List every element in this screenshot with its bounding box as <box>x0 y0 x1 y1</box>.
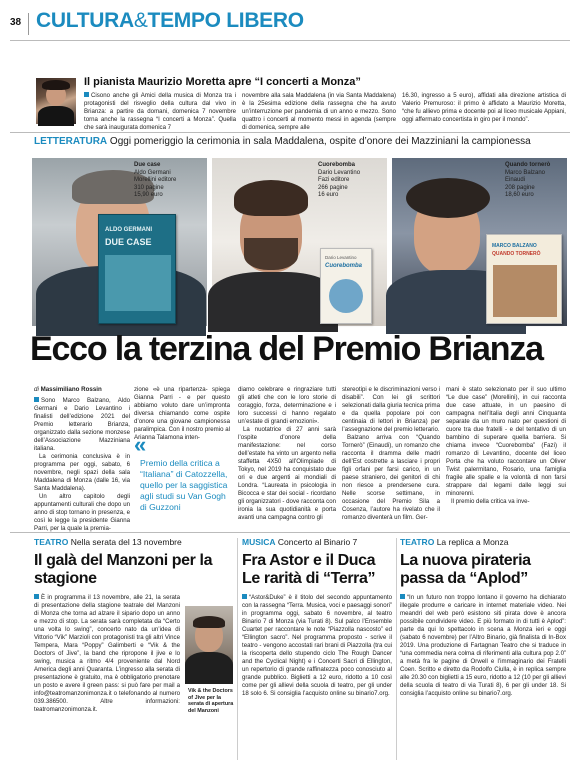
book-levantino-price: 16 euro <box>318 192 339 198</box>
main-headline: Ecco la terzina del Premio Brianza <box>30 330 543 368</box>
header-rule <box>10 40 570 41</box>
book-levantino-publisher: Fazi editore <box>318 177 350 183</box>
vik-photo <box>185 606 233 684</box>
teatro-kicker-text: Nella serata del 13 novembre <box>70 537 182 547</box>
bottom-rule <box>10 532 570 533</box>
book-germani-price: 15,90 euro <box>134 192 163 198</box>
top-article-col1: Cisono anche gli Amici della musica di Monza tra i protagonisti del risveglio della cultura dal vivo in Brianza: a partire da domani, domenica 7 novembre torna anche la rassegna “I concerti a Monza”. Quella che sarà inaugurata domenica 7 <box>84 92 236 131</box>
byline-author: Massimiliano Rossin <box>40 386 102 393</box>
teatro-body: È in programma il 13 novembre, alle 21, la serata di presentazione della stagione teatrale del Manzoni di Monza che torna ad alzare il sipario dopo un anno e mezzo di stop. La serata sarà completata da “Certo una volta lo swing”, concerto nato da un’idea di Vittorio “Vik” Marzioli con protagonisti tra gli altri Vince Tempera, Mara “Poppy” Galimberti e “Vik & the Doctors of Jive”, la band che ripropone il jive e lo swing, musica a ritmo 4/4 proveniente dal Nord America degli anni Quaranta. L’ingresso alla serata di presentazione è gratuito, ma è obbligatorio prenotare un posto e avere il green pass: si può fare per mail a info@teatromanzonimonza.it o telefonando al numero 039.386500. Altre informazioni: teatromanzonimonza.it. <box>34 594 180 713</box>
page-header <box>10 8 570 38</box>
musica-kicker-label: MUSICA <box>242 537 276 547</box>
book-levantino-author: Dario Levantino <box>318 169 361 176</box>
book-balzano-author: Marco Balzano <box>505 169 546 176</box>
paragraph-marker <box>400 594 405 599</box>
book-balzano-cover-title: QUANDO TORNERÒ <box>492 251 541 257</box>
main-col4: stereotipi e le discriminazioni verso i disabili”. Con lei gli scrittori selezionati dalla giuria tecnica prima e da quella popolare poi con centinaia di lettori in Brianza) per l’assegnazione del premio letterario. Balzano arriva con “Quando Tornerò” (Einaudi), un romanzo che racconta il dramma delle madri dell’Est costrette a lasciare i propri figli orfani per farsi carico, in un paese straniero, dei genitori di chi non riesce a prendersene cura. Nelle scorse settimane, in occasione del Premio Sila a Cosenza, l’autore ha rivelato che il romanzo diventerà un film. Ger- <box>342 386 440 521</box>
quote-text: Premio della critica a “Italiana” di Catozzella, quello per la saggistica agli studi su Van Gogh di Guzzoni <box>140 458 228 512</box>
book-germani-cover-title: DUE CASE <box>105 237 152 247</box>
section-title <box>36 9 304 33</box>
aplod-kicker <box>400 537 566 547</box>
main-col2-top: zione «è una ripartenza- spiega Gianna Parri - e per questo abbiamo voluto dare un’impronta diversa chiamando come ospite d’onore una giovane campionessa paralimpica. Con il nostro premio al Arianna Talamona inten- <box>134 386 230 441</box>
musica-kicker-text: Concerto al Binario 7 <box>277 537 358 547</box>
top-article-col2: novembre alla sala Maddalena (in via Santa Maddalena) è la 25esima edizione della rassegna che ha avuto un’interruzione per pandemia di un anno e mezzo. Sono quattro i concerti al momento messi in agenda (sempre di domenica, sempre alle <box>242 92 396 131</box>
book-germani-cover <box>98 214 176 324</box>
book-balzano-publisher: Einaudi <box>505 177 526 183</box>
book-germani-cover-author: ALDO GERMANI <box>105 227 152 233</box>
book-balzano-cover-author: MARCO BALZANO <box>492 243 537 249</box>
byline <box>34 386 134 393</box>
paragraph-marker <box>242 594 247 599</box>
book-levantino-info <box>318 162 384 200</box>
book-balzano-price: 18,60 euro <box>505 192 534 198</box>
aplod-kicker-label: TEATRO <box>400 537 435 547</box>
aplod-body: “In un futuro non troppo lontano il governo ha dichiarato illegale produrre e caricare in internet materiale video. Nei meandri del web però esistono siti pirata dove è ancora possibile condividere video. E più formato in di tutti è Aplod”: parte da qui lo spettacolo in scena a Monza ieri e oggi (sabato 6 novembre) per l’Altro Binario, già finalista di In-Box 2019. Una produzione di Fartagnan Teatro che si traduce in “una commedia nera colma di riferimenti alla cultura pop 2.0” a metà fra le pagine di Orwell e l’immaginario dei Fratelli Coen. Scritto e diretto da Rodolfo Ciulla, è in replica sempre alle 20.30 con biglietti a 15 euro, ridotto a 12 (10 per gli allievi della scuola di teatro di via Turati 8), 6 per gli under 18. Si consiglia l’acquisto online su binario7.org. <box>400 594 566 697</box>
book-germani-author: Aldo Germani <box>134 169 171 176</box>
header-divider <box>28 13 29 35</box>
book-levantino-cover-author: Dario Levantino <box>325 255 357 260</box>
book-balzano-info <box>505 162 565 200</box>
main-kicker <box>34 136 566 147</box>
book-levantino-cover <box>320 248 372 324</box>
book-levantino-cover-title: Cuorebomba <box>325 263 363 269</box>
musica-headline: Fra Astor e il Duca Le rarità di “Terra” <box>242 552 376 587</box>
section-title-part2: TEMPO LIBERO <box>147 9 304 32</box>
teatro-kicker-label: TEATRO <box>34 537 69 547</box>
teatro-kicker <box>34 537 224 547</box>
book-germani-title: Due case <box>134 162 161 168</box>
section-title-part1: CULTURA <box>36 9 134 32</box>
paragraph-marker <box>84 92 89 97</box>
section-title-amp: & <box>133 9 148 32</box>
byline-prefix: di <box>34 386 39 393</box>
paragraph-marker <box>34 594 39 599</box>
main-col3: diamo celebrare e ringraziare tutti gli atleti che con le loro storie di coraggio, forza, determinazione e i loro successi ci hanno regalato un’estate di grandi emozioni». La nuotatrice di 27 anni sarà l’ospite d’onore della manifestazione: nel corso dell’estate ha vinto un argento nella staffetta 4X50 all’Olimpiade di Tokyo, nel 2019 ha conquistato due ori e due argenti ai mondiali di Londra. “Laureata in psicologia in Bicocca e star dei social - ricordano gli organizzatori - dove racconta con ironia la sua quotidianità e porta avanti una campagna contro gli <box>238 386 336 521</box>
book-balzano-cover <box>486 234 562 324</box>
book-germani-info <box>134 162 204 200</box>
pianist-photo <box>36 78 76 124</box>
pull-quote <box>134 432 234 528</box>
book-germani-publisher: Morellini editore <box>134 177 177 183</box>
main-col1: Sono Marco Balzano, Aldo Germani e Dario Levantino i finalisti dell’edizione 2021 del Premio letterario Brianza, organizzato dalla sezione monzese dell’Associazione Mazziniana italiana. La cerimonia conclusiva è in programma per oggi, sabato, 6 novembre, negli spazi della sala Maddalena di Monza (dalle 16, via Santa Maddalena). Un altro capitolo degli appuntamenti culturali che dopo un anno di stop tornano in presenza, e così le legge la presidente Gianna Parri, per la quale la premia- <box>34 397 130 532</box>
quote-mark: « <box>134 432 147 457</box>
top-article-col3: 16.30, ingresso a 5 euro), affidati alla direzione artistica di Valerio Premuroso: il primo è affidato a Maurizio Moretta, “che fu allievo prima e docente poi al liceo musicale Appiani, oggi affermato concertista in giro per il mondo”. <box>402 92 566 123</box>
book-balzano-pages: 208 pagine <box>505 184 535 191</box>
top-article-rule <box>10 132 570 133</box>
book-germani-pages: 310 pagine <box>134 184 164 191</box>
vik-caption: Vik & the Doctors of Jive per la serata di apertura del Manzoni <box>188 688 234 714</box>
page-number: 38 <box>10 17 22 28</box>
main-kicker-label: LETTERATURA <box>34 136 108 147</box>
bottom-divider-2 <box>396 538 397 760</box>
musica-kicker <box>242 537 392 547</box>
top-article-headline: Il pianista Maurizio Moretta apre “I concerti a Monza” <box>84 76 361 88</box>
book-levantino-title: Cuorebomba <box>318 162 356 168</box>
bottom-divider-1 <box>237 538 238 760</box>
book-levantino-pages: 266 pagine <box>318 184 348 191</box>
main-kicker-text: Oggi pomeriggio la cerimonia in sala Maddalena, ospite d’onore dei Mazziniani la campionessa <box>109 136 531 147</box>
paragraph-marker <box>34 397 39 402</box>
musica-body: “Astor&Duke” è il titolo del secondo appuntamento con la rassegna “Terra. Musica, voci e paesaggi sonori” in programma oggi, sabato 6 novembre, al teatro Binario 7 di Monza (via Turati 8). Sul palco l’Ensemble Cuartet per raccontare le note “Piazzolla nascosto” ed “Ellington sacro”. Nel programma proposto - scrive il teatro - vengono accostati rari brani di Piazzolla (tra cui la riscoperta dello stupendo ciclo The Rough Dancer and the Cyclical Night) e i Concerti Sacri di Ellington, un repertorio di grande raffinatezza poco conosciuto al grande pubblico. Biglietti a 12 euro, ridotto a 10 così come per gli allievi della scuola di teatro, per gli under 18 solo 6. Si consiglia l’acquisto online su binario7.org. <box>242 594 392 697</box>
main-col5: mani è stato selezionato per il suo ultimo “Le due case” (Morellini), in cui racconta due case attuate, in un paesino di campagna nell’Italia degli anni Cinquanta separate da un muro nato per questioni di cuore tra due fratelli - e del tentativo di un bambino di superare quella barriera. Si chiama invece “Cuorebomba” (Fazi) il romanzo di Levantino, docente del liceo Porta che ha voluto raccontare un Oliver Twist palermitano, Rosario, una famiglia fragile alle spalle e la volontà di non farsi strappare dal legami dalle leggi sui minorenni. Il premio della critica va inve- <box>446 386 566 505</box>
teatro-headline: Il galà del Manzoni per la stagione <box>34 552 213 587</box>
book-balzano-title: Quando tornerò <box>505 162 551 168</box>
aplod-headline: La nuova pirateria passa da “Aplod” <box>400 552 531 587</box>
aplod-kicker-text: La replica a Monza <box>436 537 509 547</box>
